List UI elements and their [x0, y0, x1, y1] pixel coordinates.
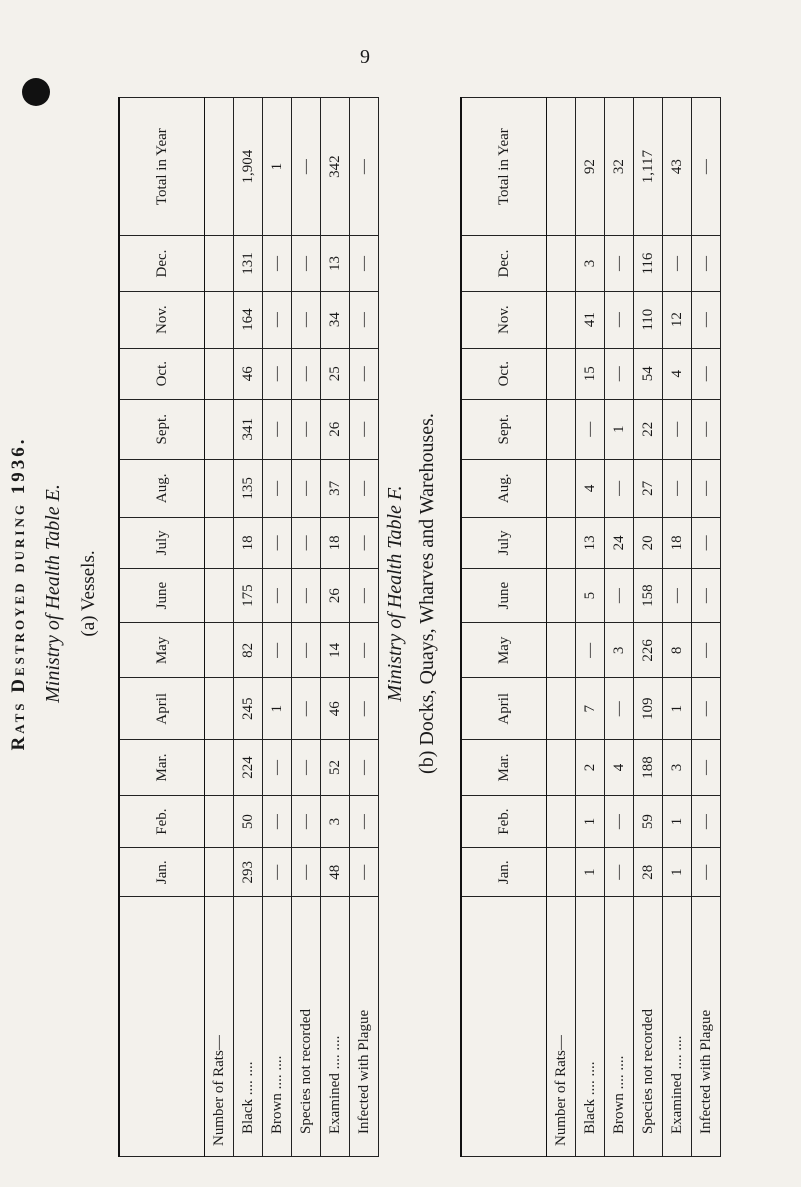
table-cell [205, 399, 234, 459]
row-label: Black .... .... [234, 897, 263, 1157]
table-cell [547, 848, 576, 897]
table-row [234, 98, 263, 1157]
table-cell: — [692, 740, 721, 796]
col-header: Nov. [461, 291, 547, 348]
docks-table [460, 97, 721, 1157]
table-cell: 135 [234, 459, 263, 517]
table-row [692, 98, 721, 1157]
table-cell: — [263, 848, 292, 897]
table-cell: 25 [321, 348, 350, 399]
table-cell: — [292, 623, 321, 678]
col-header: Feb. [119, 795, 205, 848]
table-row [547, 98, 576, 1157]
table-cell: — [605, 348, 634, 399]
table-row [205, 98, 234, 1157]
table-cell: — [576, 399, 605, 459]
table-cell: 164 [234, 291, 263, 348]
table-cell: — [263, 568, 292, 623]
table-cell: 22 [634, 399, 663, 459]
col-header: Oct. [461, 348, 547, 399]
table-cell: 46 [321, 678, 350, 740]
section-b-title: (b) Docks, Quays, Wharves and Warehouses. [416, 413, 438, 774]
table-cell: 4 [576, 459, 605, 517]
table-cell [547, 399, 576, 459]
table-cell: — [292, 568, 321, 623]
col-header [119, 897, 205, 1157]
col-header: Dec. [461, 236, 547, 292]
col-header: June [119, 568, 205, 623]
col-header: Dec. [119, 236, 205, 292]
table-cell: — [605, 795, 634, 848]
table-cell: — [292, 518, 321, 569]
vessels-table [118, 97, 379, 1157]
table-row [663, 98, 692, 1157]
col-header: Mar. [461, 740, 547, 796]
table-cell: — [692, 236, 721, 292]
page-heading: Rats Destroyed during 1936. [8, 436, 29, 751]
table-cell: 131 [234, 236, 263, 292]
table-cell [547, 623, 576, 678]
table-cell: 13 [321, 236, 350, 292]
table-cell: 7 [576, 678, 605, 740]
table-cell: 28 [634, 848, 663, 897]
table-cell: — [605, 236, 634, 292]
section-a-title: (a) Vessels. [78, 550, 99, 637]
table-cell: — [292, 399, 321, 459]
table-cell: — [350, 291, 379, 348]
table-cell: — [292, 678, 321, 740]
table-row [321, 98, 350, 1157]
col-header: Aug. [461, 459, 547, 517]
table-cell: — [350, 678, 379, 740]
table-cell: — [692, 348, 721, 399]
col-header: July [461, 518, 547, 569]
table-cell [205, 236, 234, 292]
table-cell: — [605, 678, 634, 740]
table-cell [205, 98, 234, 236]
table-cell: — [663, 236, 692, 292]
table-cell: 48 [321, 848, 350, 897]
table-cell: 1,117 [634, 98, 663, 236]
table-cell: 50 [234, 795, 263, 848]
table-cell [205, 678, 234, 740]
table-cell: 1 [263, 98, 292, 236]
table-row [292, 98, 321, 1157]
table-cell: 92 [576, 98, 605, 236]
table-cell [205, 518, 234, 569]
table-cell [205, 568, 234, 623]
header-row [119, 98, 205, 1157]
table-cell: — [692, 848, 721, 897]
col-header: Oct. [119, 348, 205, 399]
table-cell: — [263, 795, 292, 848]
table-cell: — [692, 623, 721, 678]
table-cell: 14 [321, 623, 350, 678]
col-header: Aug. [119, 459, 205, 517]
table-row [576, 98, 605, 1157]
table-cell: 46 [234, 348, 263, 399]
table-cell: 3 [663, 740, 692, 796]
table-cell: 82 [234, 623, 263, 678]
table-cell: — [663, 459, 692, 517]
col-header: May [461, 623, 547, 678]
table-cell: — [692, 568, 721, 623]
table-cell: — [692, 399, 721, 459]
table-cell [547, 568, 576, 623]
table-cell: 1,904 [234, 98, 263, 236]
table-cell: 1 [576, 848, 605, 897]
table-cell: — [350, 568, 379, 623]
col-header: Total in Year [461, 98, 547, 236]
table-cell: 12 [663, 291, 692, 348]
table-cell: 109 [634, 678, 663, 740]
table-cell: — [350, 459, 379, 517]
table-cell: 188 [634, 740, 663, 796]
row-label: Examined .... .... [321, 897, 350, 1157]
table-cell: 8 [663, 623, 692, 678]
table-cell [205, 740, 234, 796]
table-cell: — [350, 740, 379, 796]
table-cell: — [292, 98, 321, 236]
row-label: Examined .... .... [663, 897, 692, 1157]
table-cell: — [263, 399, 292, 459]
table-cell: — [263, 236, 292, 292]
table-cell: — [263, 623, 292, 678]
table-cell [205, 623, 234, 678]
table-cell: 13 [576, 518, 605, 569]
table-cell: — [605, 459, 634, 517]
table-cell: 34 [321, 291, 350, 348]
table-cell: 1 [605, 399, 634, 459]
table-cell: 18 [234, 518, 263, 569]
table-cell [547, 348, 576, 399]
col-header: April [461, 678, 547, 740]
table-cell: — [292, 848, 321, 897]
col-header: Feb. [461, 795, 547, 848]
table-cell [547, 678, 576, 740]
table-cell: — [692, 98, 721, 236]
table-cell: — [263, 459, 292, 517]
row-label: Species not recorded [292, 897, 321, 1157]
table-cell [547, 291, 576, 348]
col-header: April [119, 678, 205, 740]
table-cell: 43 [663, 98, 692, 236]
table-cell: — [350, 348, 379, 399]
table-cell: 4 [663, 348, 692, 399]
table-cell: 226 [634, 623, 663, 678]
table-cell: 1 [663, 795, 692, 848]
row-label: Infected with Plague [350, 897, 379, 1157]
table-cell: — [663, 399, 692, 459]
table-cell [205, 795, 234, 848]
table-cell: 4 [605, 740, 634, 796]
row-label: Brown .... .... [263, 897, 292, 1157]
table-cell: 59 [634, 795, 663, 848]
table-cell: 52 [321, 740, 350, 796]
table-row [263, 98, 292, 1157]
table-cell [205, 348, 234, 399]
table-cell [205, 459, 234, 517]
table-cell: — [663, 568, 692, 623]
table-cell: 3 [605, 623, 634, 678]
table-cell: 1 [576, 795, 605, 848]
table-cell: 158 [634, 568, 663, 623]
table-cell: 3 [321, 795, 350, 848]
row-label: Black .... .... [576, 897, 605, 1157]
table-cell: 293 [234, 848, 263, 897]
table-cell [547, 518, 576, 569]
table-cell: 110 [634, 291, 663, 348]
table-cell: 1 [663, 678, 692, 740]
table-cell: 224 [234, 740, 263, 796]
col-header: Sept. [119, 399, 205, 459]
row-label: Brown .... .... [605, 897, 634, 1157]
table-cell: 18 [663, 518, 692, 569]
table-cell: — [292, 795, 321, 848]
col-header: Mar. [119, 740, 205, 796]
col-header: Sept. [461, 399, 547, 459]
table-cell [547, 236, 576, 292]
col-header: Total in Year [119, 98, 205, 236]
table-cell: — [292, 348, 321, 399]
table-cell [547, 740, 576, 796]
table-cell: — [576, 623, 605, 678]
table-cell: 1 [263, 678, 292, 740]
table-cell: — [263, 518, 292, 569]
table-cell: — [263, 348, 292, 399]
header-row [461, 98, 547, 1157]
row-label: Infected with Plague [692, 897, 721, 1157]
col-header: May [119, 623, 205, 678]
table-cell [547, 795, 576, 848]
table-cell: 245 [234, 678, 263, 740]
table-cell: — [350, 623, 379, 678]
table-cell: — [292, 740, 321, 796]
table-cell: 27 [634, 459, 663, 517]
table-cell [547, 459, 576, 517]
table-cell: — [350, 518, 379, 569]
table-cell: — [605, 568, 634, 623]
table-e-title: Ministry of Health Table E. [42, 484, 64, 703]
table-cell: 32 [605, 98, 634, 236]
table-cell: — [350, 399, 379, 459]
table-cell: 20 [634, 518, 663, 569]
col-header: June [461, 568, 547, 623]
table-cell: — [263, 291, 292, 348]
table-cell: — [605, 291, 634, 348]
table-cell: 175 [234, 568, 263, 623]
table-cell: — [605, 848, 634, 897]
col-header: Jan. [461, 848, 547, 897]
table-cell: — [263, 740, 292, 796]
table-cell: 37 [321, 459, 350, 517]
table-row [605, 98, 634, 1157]
row-label: Number of Rats— [205, 897, 234, 1157]
table-cell: — [292, 236, 321, 292]
row-label: Species not recorded [634, 897, 663, 1157]
table-cell: 3 [576, 236, 605, 292]
table-cell: — [350, 236, 379, 292]
table-cell: — [692, 518, 721, 569]
table-cell: 54 [634, 348, 663, 399]
table-cell: 26 [321, 568, 350, 623]
table-cell [547, 98, 576, 236]
table-cell: — [692, 795, 721, 848]
table-cell: — [292, 459, 321, 517]
table-cell: — [692, 678, 721, 740]
table-cell: 5 [576, 568, 605, 623]
table-cell: — [692, 459, 721, 517]
table-cell: 24 [605, 518, 634, 569]
col-header: Jan. [119, 848, 205, 897]
table-cell: 26 [321, 399, 350, 459]
table-row [634, 98, 663, 1157]
table-cell: — [350, 98, 379, 236]
table-cell [205, 848, 234, 897]
col-header: Nov. [119, 291, 205, 348]
table-cell: — [692, 291, 721, 348]
col-header: July [119, 518, 205, 569]
table-f-title: Ministry of Health Table F. [384, 485, 406, 702]
table-cell: 1 [663, 848, 692, 897]
table-cell: — [350, 795, 379, 848]
table-row [350, 98, 379, 1157]
table-cell: 342 [321, 98, 350, 236]
table-cell: — [350, 848, 379, 897]
table-cell: 2 [576, 740, 605, 796]
table-cell: 18 [321, 518, 350, 569]
table-cell: 341 [234, 399, 263, 459]
table-cell: — [292, 291, 321, 348]
table-cell: 41 [576, 291, 605, 348]
col-header [461, 897, 547, 1157]
row-label: Number of Rats— [547, 897, 576, 1157]
table-cell [205, 291, 234, 348]
table-cell: 116 [634, 236, 663, 292]
table-cell: 15 [576, 348, 605, 399]
page-number: 9 [360, 46, 370, 68]
